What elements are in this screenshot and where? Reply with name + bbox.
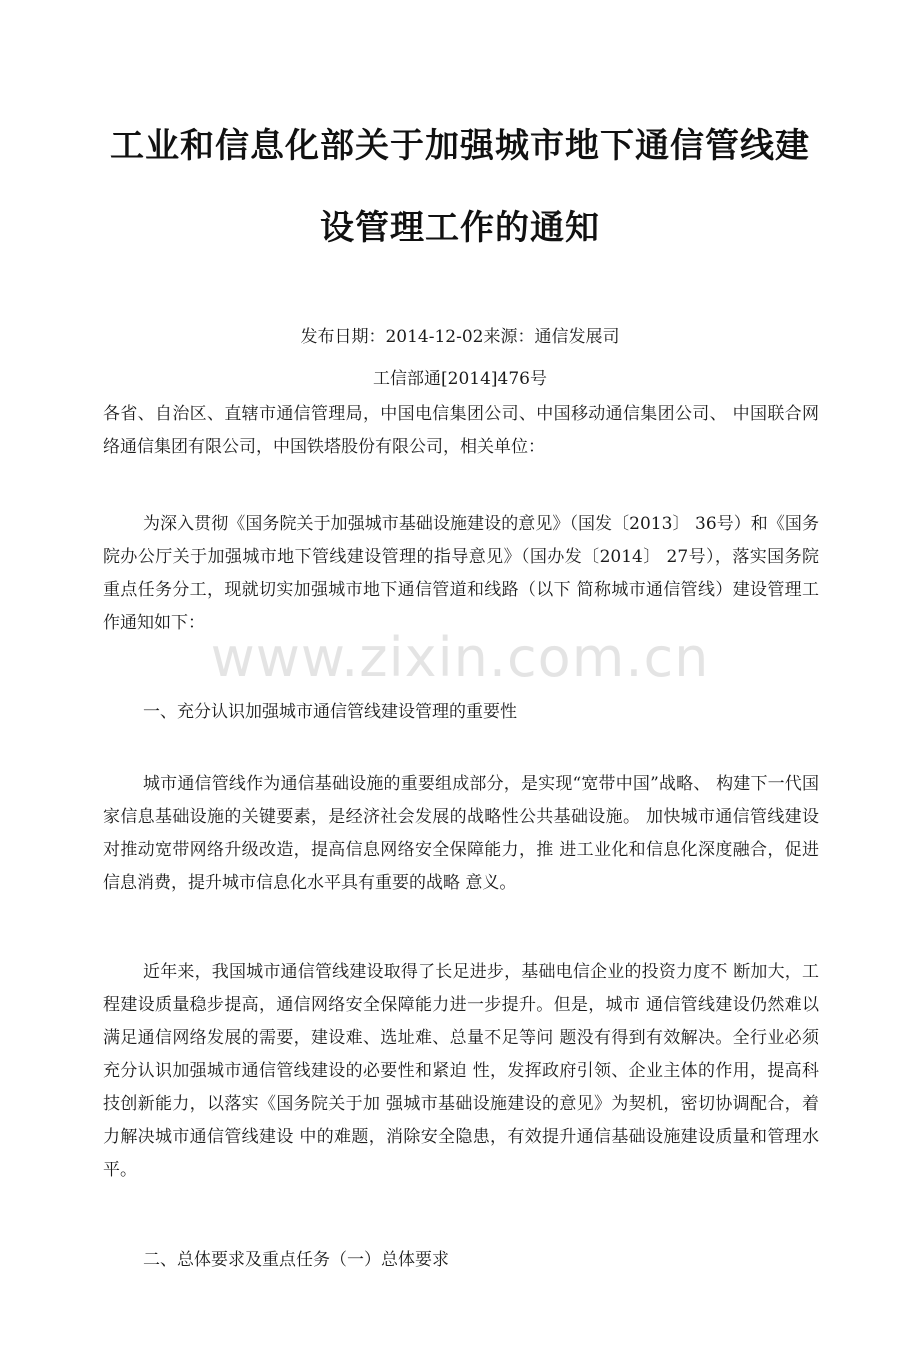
section1-paragraph-2: 近年来，我国城市通信管线建设取得了长足进步，基础电信企业的投资力度不 断加大，工程建设质量稳步提高，通信网络安全保障能力进一步提升。但是，城市 通信管线建设仍然难以满足通信网络发展的需要，建设难、选址难、总量不足等问 题没有得到有效解决。全行业必须充分认识加强城市通信管线建设的必要性和紧迫 性，发挥政府引领、企业主体的作用，提高科技创新能力，以落实《国务院关于加 强城市基础设施建设的意见》为契机，密切协调配合，着力解决城市通信管线建设 中的难题，消除安全隐患，有效提升通信基础设施建设质量和管理水平。 [103, 962, 819, 1180]
watermark-text: www.zixin.com.cn [210, 626, 710, 689]
addressee-paragraph: 各省、自治区、直辖市通信管理局，中国电信集团公司、中国移动通信集团公司、 中国联合网络通信集团有限公司，中国铁塔股份有限公司，相关单位： [103, 404, 819, 457]
intro-paragraph: 为深入贯彻《国务院关于加强城市基础设施建设的意见》（国发〔2013〕 36号）和《国务院办公厅关于加强城市地下管线建设管理的指导意见》（国办发〔2014〕 27号），落实国务院重点任务分工，现就切实加强城市地下通信管道和线路（以下 简称城市通信管线）建设管理工作通知如下： [103, 514, 819, 633]
section-heading-1: 一、充分认识加强城市通信管线建设管理的重要性 [143, 702, 517, 722]
section1-paragraph-1: 城市通信管线作为通信基础设施的重要组成部分，是实现“宽带中国”战略、 构建下一代国家信息基础设施的关键要素，是经济社会发展的战略性公共基础设施。 加快城市通信管线建设对推动宽带网络升级改造，提高信息网络安全保障能力，推 进工业化和信息化深度融合，促进信息消费，提升城市信息化水平具有重要的战略 意义。 [103, 774, 819, 893]
document-title-line-1: 工业和信息化部关于加强城市地下通信管线建 [110, 126, 810, 166]
section-heading-2: 二、总体要求及重点任务（一）总体要求 [143, 1250, 449, 1270]
publish-info: 发布日期：2014-12-02来源：通信发展司 [300, 327, 620, 347]
document-title-line-2: 设管理工作的通知 [320, 208, 600, 248]
document-number: 工信部通[2014]476号 [373, 369, 547, 389]
